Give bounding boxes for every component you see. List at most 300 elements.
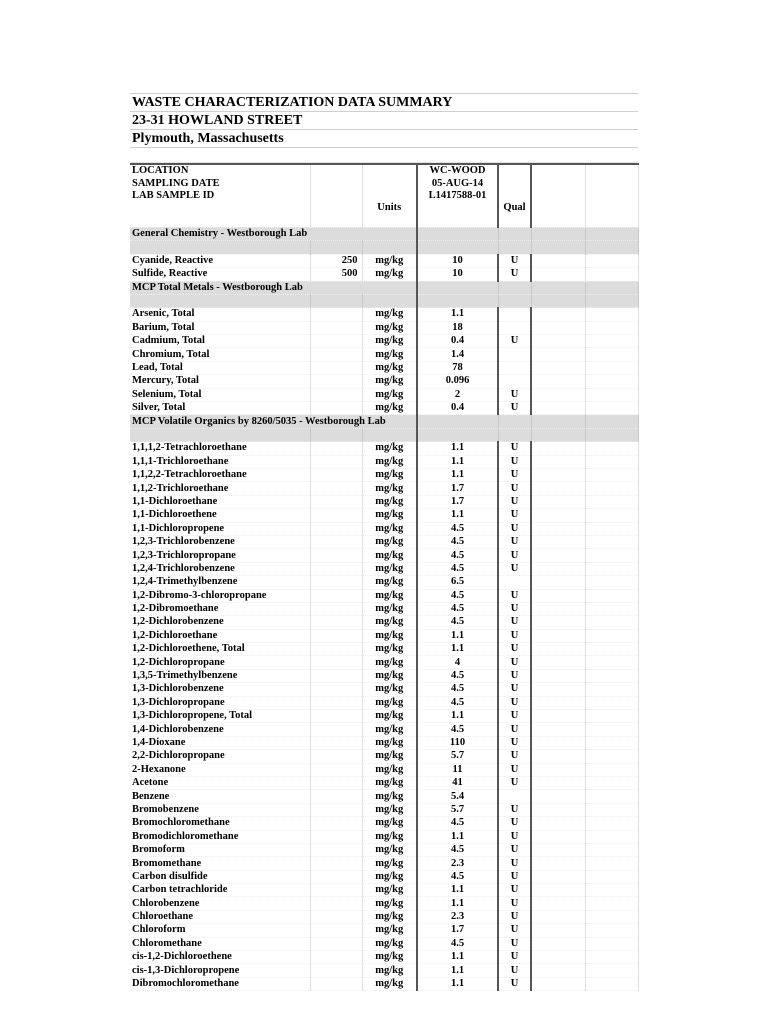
units: mg/kg	[362, 361, 417, 374]
table-row	[130, 321, 638, 334]
table-row	[130, 643, 638, 656]
analyte-name: 1,2,3-Trichlorobenzene	[130, 535, 310, 548]
units: mg/kg	[362, 683, 417, 696]
table-row	[130, 388, 638, 401]
qualifier: U	[498, 817, 531, 830]
results-table	[130, 163, 639, 991]
qualifier: U	[498, 669, 531, 682]
units: mg/kg	[362, 468, 417, 481]
reporting-limit	[310, 468, 362, 481]
analyte-name: Bromodichloromethane	[130, 830, 310, 843]
units: mg/kg	[362, 910, 417, 923]
site-city: Plymouth, Massachusetts	[130, 130, 638, 148]
reporting-limit	[310, 750, 362, 763]
units: mg/kg	[362, 884, 417, 897]
qualifier	[498, 348, 531, 361]
reporting-limit	[310, 589, 362, 602]
qualifier: U	[498, 710, 531, 723]
analyte-name: 1,2-Dibromo-3-chloropropane	[130, 589, 310, 602]
analyte-name: 1,1-Dichloropropene	[130, 522, 310, 535]
table-row	[130, 910, 638, 923]
result-value: 110	[417, 736, 498, 749]
site-address: 23-31 HOWLAND STREET	[130, 112, 638, 130]
qual-header: Qual	[498, 202, 531, 214]
reporting-limit	[310, 710, 362, 723]
qualifier: U	[498, 268, 531, 281]
analyte-name: Bromomethane	[130, 857, 310, 870]
table-row	[130, 790, 638, 803]
result-value: 5.4	[417, 790, 498, 803]
table-row	[130, 803, 638, 816]
qualifier: U	[498, 643, 531, 656]
analyte-name: Acetone	[130, 776, 310, 789]
reporting-limit	[310, 656, 362, 669]
units: mg/kg	[362, 656, 417, 669]
table-row	[130, 977, 638, 990]
table-row	[130, 843, 638, 856]
units: mg/kg	[362, 321, 417, 334]
table-row	[130, 629, 638, 642]
qualifier: U	[498, 616, 531, 629]
result-value: 4.5	[417, 683, 498, 696]
blank-row	[130, 215, 638, 228]
reporting-limit	[310, 442, 362, 455]
analyte-name: Bromochloromethane	[130, 817, 310, 830]
table-row	[130, 576, 638, 589]
result-value: 0.096	[417, 375, 498, 388]
reporting-limit	[310, 549, 362, 562]
table-row	[130, 549, 638, 562]
analyte-name: Dibromochloromethane	[130, 977, 310, 990]
reporting-limit	[310, 964, 362, 977]
table-row	[130, 616, 638, 629]
reporting-limit	[310, 643, 362, 656]
result-value: 1.1	[417, 964, 498, 977]
result-value: 1.1	[417, 643, 498, 656]
qualifier: U	[498, 696, 531, 709]
analyte-name: 1,1,2-Trichloroethane	[130, 482, 310, 495]
qualifier	[498, 790, 531, 803]
section-spacer-row	[130, 294, 638, 307]
reporting-limit	[310, 857, 362, 870]
reporting-limit	[310, 629, 362, 642]
table-row	[130, 736, 638, 749]
reporting-limit	[310, 402, 362, 415]
section-header-row	[130, 415, 638, 428]
result-value: 4.5	[417, 723, 498, 736]
table-row	[130, 817, 638, 830]
qualifier: U	[498, 562, 531, 575]
section-title: MCP Volatile Organics by 8260/5035 - Westborough Lab	[130, 415, 417, 428]
result-value: 1.7	[417, 482, 498, 495]
result-value: 4.5	[417, 669, 498, 682]
result-value: 10	[417, 268, 498, 281]
report-title: WASTE CHARACTERIZATION DATA SUMMARY	[130, 93, 638, 112]
qualifier	[498, 308, 531, 321]
units: mg/kg	[362, 723, 417, 736]
result-value: 1.1	[417, 509, 498, 522]
qualifier: U	[498, 870, 531, 883]
analyte-name: 1,2-Dibromoethane	[130, 602, 310, 615]
units: mg/kg	[362, 388, 417, 401]
analyte-name: 1,2-Dichlorobenzene	[130, 616, 310, 629]
units: mg/kg	[362, 495, 417, 508]
result-value: 1.1	[417, 468, 498, 481]
reporting-limit	[310, 696, 362, 709]
units: mg/kg	[362, 335, 417, 348]
table-row	[130, 924, 638, 937]
units: mg/kg	[362, 308, 417, 321]
result-value: 6.5	[417, 576, 498, 589]
table-row	[130, 402, 638, 415]
header-row-lab-sample-id	[130, 190, 638, 202]
qualifier: U	[498, 589, 531, 602]
table-row	[130, 937, 638, 950]
reporting-limit	[310, 790, 362, 803]
units: mg/kg	[362, 669, 417, 682]
result-value: 2.3	[417, 910, 498, 923]
analyte-name: Chloromethane	[130, 937, 310, 950]
analyte-name: Lead, Total	[130, 361, 310, 374]
table-row	[130, 723, 638, 736]
result-value: 1.1	[417, 884, 498, 897]
result-value: 4.5	[417, 602, 498, 615]
result-value: 4.5	[417, 589, 498, 602]
units: mg/kg	[362, 254, 417, 267]
reporting-limit	[310, 683, 362, 696]
result-value: 1.7	[417, 495, 498, 508]
analyte-name: 2-Hexanone	[130, 763, 310, 776]
result-value: 2	[417, 388, 498, 401]
analyte-name: Selenium, Total	[130, 388, 310, 401]
result-value: 4.5	[417, 522, 498, 535]
reporting-limit	[310, 884, 362, 897]
table-row	[130, 348, 638, 361]
reporting-limit	[310, 335, 362, 348]
analyte-name: Sulfide, Reactive	[130, 268, 310, 281]
qualifier: U	[498, 535, 531, 548]
table-row	[130, 455, 638, 468]
qualifier: U	[498, 964, 531, 977]
table-row	[130, 830, 638, 843]
table-row	[130, 509, 638, 522]
table-row	[130, 683, 638, 696]
units: mg/kg	[362, 442, 417, 455]
result-value: 1.1	[417, 308, 498, 321]
table-row	[130, 522, 638, 535]
header-row-location	[130, 164, 638, 177]
result-value: 1.7	[417, 924, 498, 937]
result-value: 1.1	[417, 897, 498, 910]
table-row	[130, 884, 638, 897]
qualifier	[498, 321, 531, 334]
qualifier: U	[498, 629, 531, 642]
qualifier: U	[498, 857, 531, 870]
units: mg/kg	[362, 696, 417, 709]
analyte-name: 1,2-Dichloropropane	[130, 656, 310, 669]
units: mg/kg	[362, 736, 417, 749]
qualifier: U	[498, 776, 531, 789]
analyte-name: cis-1,3-Dichloropropene	[130, 964, 310, 977]
result-value: 1.4	[417, 348, 498, 361]
qualifier: U	[498, 803, 531, 816]
reporting-limit	[310, 602, 362, 615]
result-value: 1.1	[417, 977, 498, 990]
qualifier: U	[498, 254, 531, 267]
units: mg/kg	[362, 776, 417, 789]
qualifier: U	[498, 656, 531, 669]
result-value: 10	[417, 254, 498, 267]
analyte-name: Benzene	[130, 790, 310, 803]
units: mg/kg	[362, 830, 417, 843]
result-value: 4.5	[417, 535, 498, 548]
qualifier: U	[498, 509, 531, 522]
result-value: 1.1	[417, 455, 498, 468]
reporting-limit	[310, 495, 362, 508]
reporting-limit	[310, 482, 362, 495]
reporting-limit	[310, 509, 362, 522]
table-row	[130, 857, 638, 870]
qualifier	[498, 576, 531, 589]
table-row	[130, 750, 638, 763]
qualifier: U	[498, 736, 531, 749]
table-row	[130, 669, 638, 682]
section-title: MCP Total Metals - Westborough Lab	[130, 281, 417, 294]
qualifier: U	[498, 683, 531, 696]
analyte-name: Chromium, Total	[130, 348, 310, 361]
header-row-sampling-date	[130, 177, 638, 189]
result-value: 0.4	[417, 402, 498, 415]
result-value: 4.5	[417, 562, 498, 575]
reporting-limit	[310, 870, 362, 883]
analyte-name: Bromobenzene	[130, 803, 310, 816]
qualifier: U	[498, 455, 531, 468]
units: mg/kg	[362, 843, 417, 856]
reporting-limit	[310, 669, 362, 682]
reporting-limit	[310, 455, 362, 468]
units: mg/kg	[362, 522, 417, 535]
reporting-limit	[310, 817, 362, 830]
reporting-limit	[310, 763, 362, 776]
sampling-date-value: 05-AUG-14	[417, 177, 498, 189]
qualifier: U	[498, 951, 531, 964]
reporting-limit	[310, 924, 362, 937]
qualifier: U	[498, 924, 531, 937]
units: mg/kg	[362, 870, 417, 883]
units: mg/kg	[362, 977, 417, 990]
qualifier: U	[498, 830, 531, 843]
result-value: 41	[417, 776, 498, 789]
units: mg/kg	[362, 937, 417, 950]
analyte-name: Chloroform	[130, 924, 310, 937]
analyte-name: cis-1,2-Dichloroethene	[130, 951, 310, 964]
units: mg/kg	[362, 897, 417, 910]
analyte-name: 1,4-Dioxane	[130, 736, 310, 749]
units: mg/kg	[362, 750, 417, 763]
qualifier: U	[498, 750, 531, 763]
units: mg/kg	[362, 790, 417, 803]
analyte-name: Chlorobenzene	[130, 897, 310, 910]
table-row	[130, 482, 638, 495]
section-spacer-row	[130, 428, 638, 441]
table-row	[130, 602, 638, 615]
location-value: WC-WOOD	[417, 164, 498, 177]
qualifier: U	[498, 977, 531, 990]
analyte-name: Bromoform	[130, 843, 310, 856]
units: mg/kg	[362, 576, 417, 589]
units: mg/kg	[362, 817, 417, 830]
result-value: 5.7	[417, 803, 498, 816]
result-value: 4.5	[417, 870, 498, 883]
qualifier: U	[498, 402, 531, 415]
table-row	[130, 335, 638, 348]
reporting-limit	[310, 937, 362, 950]
table-row	[130, 254, 638, 267]
qualifier: U	[498, 549, 531, 562]
units: mg/kg	[362, 509, 417, 522]
reporting-limit	[310, 736, 362, 749]
reporting-limit	[310, 522, 362, 535]
result-value: 0.4	[417, 335, 498, 348]
analyte-name: 1,2,4-Trichlorobenzene	[130, 562, 310, 575]
units: mg/kg	[362, 857, 417, 870]
qualifier: U	[498, 335, 531, 348]
analyte-name: Barium, Total	[130, 321, 310, 334]
qualifier: U	[498, 602, 531, 615]
table-row	[130, 308, 638, 321]
table-row	[130, 964, 638, 977]
units: mg/kg	[362, 629, 417, 642]
qualifier: U	[498, 442, 531, 455]
units-header: Units	[362, 202, 417, 214]
table-row	[130, 495, 638, 508]
qualifier: U	[498, 482, 531, 495]
analyte-name: Carbon disulfide	[130, 870, 310, 883]
reporting-limit: 500	[310, 268, 362, 281]
table-row	[130, 710, 638, 723]
units: mg/kg	[362, 549, 417, 562]
units: mg/kg	[362, 562, 417, 575]
analyte-name: 1,3,5-Trimethylbenzene	[130, 669, 310, 682]
units: mg/kg	[362, 616, 417, 629]
result-value: 4.5	[417, 937, 498, 950]
result-value: 4.5	[417, 616, 498, 629]
analyte-name: Cyanide, Reactive	[130, 254, 310, 267]
section-header-row	[130, 281, 638, 294]
reporting-limit	[310, 897, 362, 910]
result-value: 4.5	[417, 696, 498, 709]
table-row	[130, 763, 638, 776]
analyte-name: 1,1-Dichloroethane	[130, 495, 310, 508]
units: mg/kg	[362, 268, 417, 281]
reporting-limit	[310, 977, 362, 990]
qualifier	[498, 361, 531, 374]
reporting-limit	[310, 576, 362, 589]
analyte-name: 1,2-Dichloroethane	[130, 629, 310, 642]
analyte-name: Cadmium, Total	[130, 335, 310, 348]
column-header-row	[130, 202, 638, 214]
reporting-limit	[310, 562, 362, 575]
units: mg/kg	[362, 455, 417, 468]
units: mg/kg	[362, 402, 417, 415]
qualifier: U	[498, 843, 531, 856]
units: mg/kg	[362, 924, 417, 937]
table-row	[130, 776, 638, 789]
analyte-name: 1,2-Dichloroethene, Total	[130, 643, 310, 656]
units: mg/kg	[362, 803, 417, 816]
qualifier: U	[498, 495, 531, 508]
analyte-name: Silver, Total	[130, 402, 310, 415]
reporting-limit	[310, 776, 362, 789]
analyte-name: 2,2-Dichloropropane	[130, 750, 310, 763]
result-value: 1.1	[417, 629, 498, 642]
qualifier: U	[498, 388, 531, 401]
table-row	[130, 268, 638, 281]
result-value: 2.3	[417, 857, 498, 870]
result-value: 78	[417, 361, 498, 374]
reporting-limit	[310, 388, 362, 401]
result-value: 4	[417, 656, 498, 669]
analyte-name: Arsenic, Total	[130, 308, 310, 321]
qualifier: U	[498, 763, 531, 776]
qualifier: U	[498, 522, 531, 535]
result-value: 11	[417, 763, 498, 776]
units: mg/kg	[362, 589, 417, 602]
analyte-name: 1,2,3-Trichloropropane	[130, 549, 310, 562]
units: mg/kg	[362, 951, 417, 964]
result-value: 1.1	[417, 951, 498, 964]
table-row	[130, 535, 638, 548]
units: mg/kg	[362, 375, 417, 388]
analyte-name: Chloroethane	[130, 910, 310, 923]
analyte-name: 1,3-Dichloropropane	[130, 696, 310, 709]
table-row	[130, 361, 638, 374]
units: mg/kg	[362, 763, 417, 776]
result-value: 18	[417, 321, 498, 334]
reporting-limit	[310, 951, 362, 964]
reporting-limit	[310, 361, 362, 374]
table-row	[130, 442, 638, 455]
result-value: 1.1	[417, 830, 498, 843]
reporting-limit	[310, 616, 362, 629]
analyte-name: 1,1,2,2-Tetrachloroethane	[130, 468, 310, 481]
qualifier: U	[498, 910, 531, 923]
units: mg/kg	[362, 964, 417, 977]
reporting-limit	[310, 348, 362, 361]
qualifier: U	[498, 468, 531, 481]
reporting-limit: 250	[310, 254, 362, 267]
section-header-row	[130, 227, 638, 240]
sampling-date-label: SAMPLING DATE	[130, 177, 310, 189]
lab-sample-id-value: L1417588-01	[417, 190, 498, 202]
reporting-limit	[310, 843, 362, 856]
units: mg/kg	[362, 710, 417, 723]
units: mg/kg	[362, 643, 417, 656]
units: mg/kg	[362, 482, 417, 495]
section-spacer-row	[130, 241, 638, 254]
table-row	[130, 468, 638, 481]
result-value: 4.5	[417, 817, 498, 830]
units: mg/kg	[362, 602, 417, 615]
qualifier: U	[498, 723, 531, 736]
result-value: 1.1	[417, 442, 498, 455]
analyte-name: 1,1,1,2-Tetrachloroethane	[130, 442, 310, 455]
analyte-name: 1,3-Dichloropropene, Total	[130, 710, 310, 723]
reporting-limit	[310, 830, 362, 843]
reporting-limit	[310, 910, 362, 923]
units: mg/kg	[362, 535, 417, 548]
result-value: 4.5	[417, 549, 498, 562]
